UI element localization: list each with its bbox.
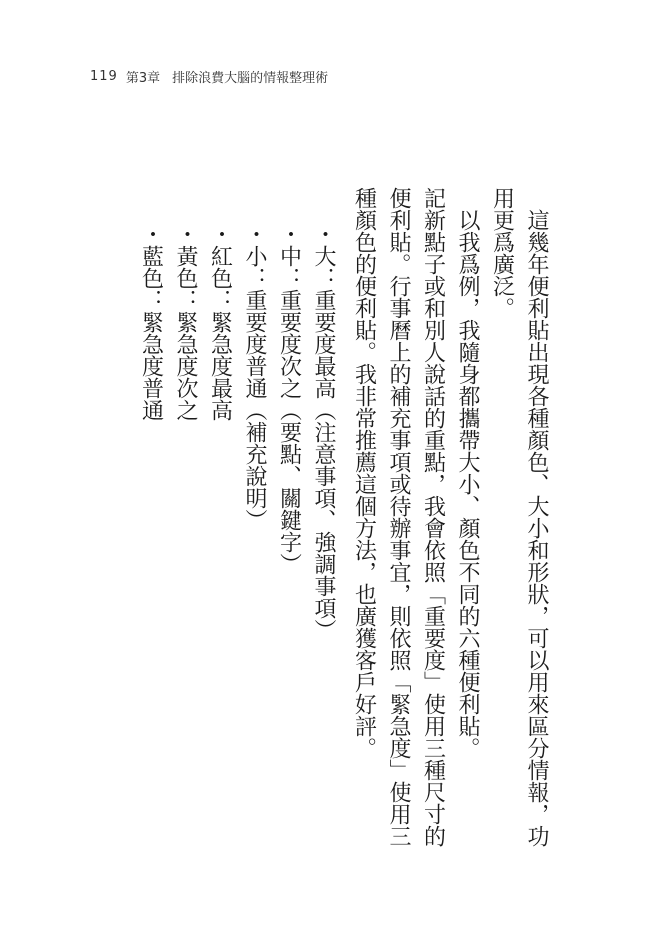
- note-size-color-list: [133, 223, 340, 867]
- list-item: ・大：重要度最高（注意事項、強調事項）: [311, 223, 336, 641]
- list-item: ・小：重要度普通（補充說明）: [242, 223, 267, 531]
- vertical-body-text: [133, 187, 553, 867]
- chapter-label: 第3章: [125, 70, 161, 86]
- paragraph: 以我爲例，我隨身都攜帶大小、顏色不同的六種便利貼。: [455, 209, 480, 759]
- paragraph: 記新點子或和別人說話的重點，我會依照「重要度」使用三種尺寸的便利貼。行事曆上的補充事項或待辦事宜，則依照「緊急度」使用三種顏色的便利貼。我非常推薦這個方法，也廣獲客戶好評。: [351, 187, 446, 847]
- list-item: ・藍色：緊急度普通: [138, 223, 164, 421]
- chapter-title: 排除浪費大腦的情報整理術: [172, 70, 329, 86]
- list-item: ・黃色：緊急度次之: [173, 223, 198, 421]
- list-item: ・紅色：緊急度最高: [207, 223, 233, 421]
- paragraph: 這幾年便利貼出現各種顏色、大小和形狀，可以用來區分情報，功用更爲廣泛。: [489, 187, 549, 847]
- page-number: 119: [90, 68, 118, 84]
- list-item: ・中：重要度次之（要點、關鍵字）: [276, 223, 302, 575]
- running-header: [90, 66, 328, 86]
